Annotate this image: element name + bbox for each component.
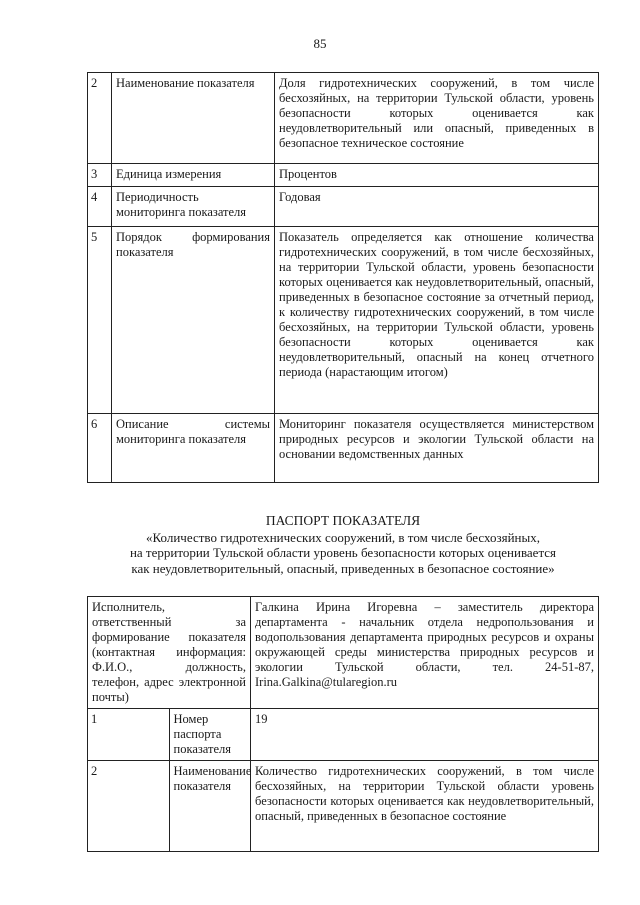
passport-table (87, 596, 599, 852)
passport-subtitle-line-1: «Количество гидротехнических сооружений, в том числе бесхозяйных, (146, 529, 540, 545)
row-value: Годовая (275, 187, 599, 227)
executor-value: Галкина Ирина Игоревна – заместитель директора департамента - начальник отдела недропользования и водопользования департамента природных ресурсов и охраны окружающей среды министерства природных ресурсов и экологии Тульской области, тел. 24-51-87, Irina.Galkina@tularegion.ru (251, 597, 599, 709)
executor-label: Исполнитель, ответственный за формирование показателя (контактная информация: Ф.И.О., должность, телефон, адрес электронной почты) (88, 597, 251, 709)
row-label: Описание системы мониторинга показателя (112, 414, 275, 483)
row-number: 4 (88, 187, 112, 227)
row-label: Порядок формирования показателя (112, 227, 275, 414)
row-label: Номер паспорта показателя (169, 709, 251, 761)
table-row (88, 597, 599, 709)
row-number: 3 (88, 164, 112, 187)
row-number: 6 (88, 414, 112, 483)
passport-title: ПАСПОРТ ПОКАЗАТЕЛЯ (265, 513, 421, 528)
row-value: 19 (251, 709, 599, 761)
table-row (88, 164, 599, 187)
table-row (88, 73, 599, 164)
row-value: Доля гидротехнических сооружений, в том числе бесхозяйных, на территории Тульской области, уровень безопасности которых оценивается как неудовлетворительный или опасный, приведенных в безопасное техническое состояние (275, 73, 599, 164)
table-row (88, 761, 599, 852)
passport-subtitle-line-2: на территории Тульской области уровень безопасности которых оценивается (129, 545, 557, 560)
table-row (88, 414, 599, 483)
row-value: Показатель определяется как отношение количества гидротехнических сооружений, в том числе бесхозяйных, на территории Тульской области, уровень безопасности которых оценивается как неудовлетворительный, опасный, приведенных в безопасное состояние за отчетный период, к количеству гидротехнических сооружений, в том числе бесхозяйных, на территории Тульской области, уровень безопасности которых оценивается как неудовлетворительный, опасный на конец отчетного периода (нарастающим итогом) (275, 227, 599, 414)
passport-subtitle-line-3: как неудовлетворительный, опасный, приведенных в безопасное состояние» (131, 560, 555, 576)
row-number: 1 (88, 709, 170, 761)
table-row (88, 709, 599, 761)
row-label: Наименование показателя (112, 73, 275, 164)
table-row (88, 187, 599, 227)
row-number: 2 (88, 73, 112, 164)
table-row (88, 227, 599, 414)
row-number: 2 (88, 761, 170, 852)
row-label: Единица измерения (112, 164, 275, 187)
row-label: Наименование показателя (169, 761, 251, 852)
page-number: 85 (313, 36, 327, 51)
indicator-table (87, 72, 599, 483)
row-label: Периодичность мониторинга показателя (112, 187, 275, 227)
row-number: 5 (88, 227, 112, 414)
row-value: Мониторинг показателя осуществляется министерством природных ресурсов и экологии Тульской области на основании ведомственных данных (275, 414, 599, 483)
passport-heading (87, 513, 599, 576)
row-value: Процентов (275, 164, 599, 187)
row-value: Количество гидротехнических сооружений, в том числе бесхозяйных, на территории Тульской области уровень безопасности которых оценивается как неудовлетворительный, опасный, приведенных в безопасное состояние (251, 761, 599, 852)
